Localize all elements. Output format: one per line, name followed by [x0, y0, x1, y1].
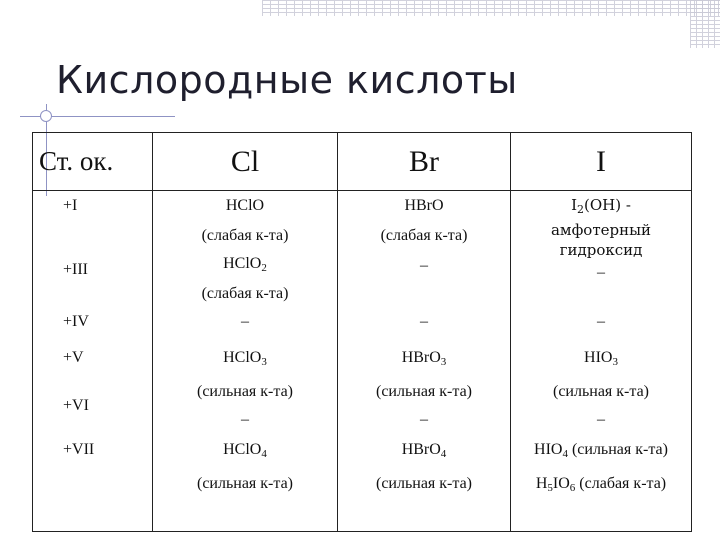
oxidation-cell [33, 191, 153, 308]
formula-h5io6: $H_5IO_6$ (слабая к-та) [535, 475, 667, 494]
table-row [33, 191, 692, 308]
table-row [33, 307, 692, 435]
i-cell [511, 307, 692, 435]
iodine-hydroxide-desc: $I_2(OH)$ - амфотерный гидроксид [550, 196, 652, 259]
dash-value: – [241, 313, 249, 330]
ox-state: +I [63, 197, 78, 214]
acid-note: (сильная к-та) [196, 383, 293, 400]
formula-hclo4: HClO$_4$ [223, 441, 267, 460]
br-cell [338, 191, 511, 308]
formula-hclo: HClO [225, 197, 265, 214]
acid-note: (слабая к-та) [380, 227, 468, 244]
ox-state: +IV [63, 313, 89, 330]
dash-value: – [597, 264, 605, 281]
formula-hio3: $HIO_3$ [584, 349, 618, 368]
formula-hbro: HBrO [404, 197, 444, 214]
cl-cell [153, 307, 338, 435]
dash-value: – [420, 411, 428, 428]
formula-hclo3: HClO$_3$ [223, 349, 267, 368]
oxidation-cell [33, 435, 153, 532]
acid-note: (сильная к-та) [375, 383, 472, 400]
br-cell [338, 435, 511, 532]
acid-note: (сильная к-та) [196, 475, 293, 492]
header-oxidation-state: Ст. ок. [33, 133, 153, 191]
dash-value: – [597, 411, 605, 428]
ox-state: +VII [63, 441, 95, 458]
ox-state: +V [63, 349, 84, 366]
ox-state: +VI [63, 397, 89, 414]
formula-hbro3: HBrO$_3$ [401, 349, 447, 368]
i-cell [511, 435, 692, 532]
oxyacids-table [32, 132, 692, 532]
formula-hio4: $HIO_4$ (сильная к-та) [534, 441, 668, 460]
acid-note: (сильная к-та) [552, 383, 649, 400]
table-row [33, 435, 692, 532]
dash-value: – [241, 411, 249, 428]
decorative-grid-top [262, 0, 720, 16]
slide-title: Кислородные кислоты [56, 58, 518, 102]
header-br: Br [338, 133, 511, 191]
dash-value: – [420, 313, 428, 330]
acid-note: (слабая к-та) [201, 227, 289, 244]
table-header-row [33, 133, 692, 191]
header-cl: Cl [153, 133, 338, 191]
dash-value: – [597, 313, 605, 330]
decorative-grid-corner [690, 0, 720, 48]
acid-note: (сильная к-та) [375, 475, 472, 492]
dash-value: – [420, 257, 428, 274]
formula-hbro4: HBrO$_4$ [401, 441, 447, 460]
cl-cell [153, 191, 338, 308]
formula-hclo2: HClO$_2$ [223, 255, 267, 274]
acid-note: (слабая к-та) [201, 285, 289, 302]
oxidation-cell [33, 307, 153, 435]
rule-circle-ornament [40, 110, 52, 122]
i-cell [511, 191, 692, 308]
br-cell [338, 307, 511, 435]
cl-cell [153, 435, 338, 532]
ox-state: +III [63, 261, 89, 278]
header-i: I [511, 133, 692, 191]
